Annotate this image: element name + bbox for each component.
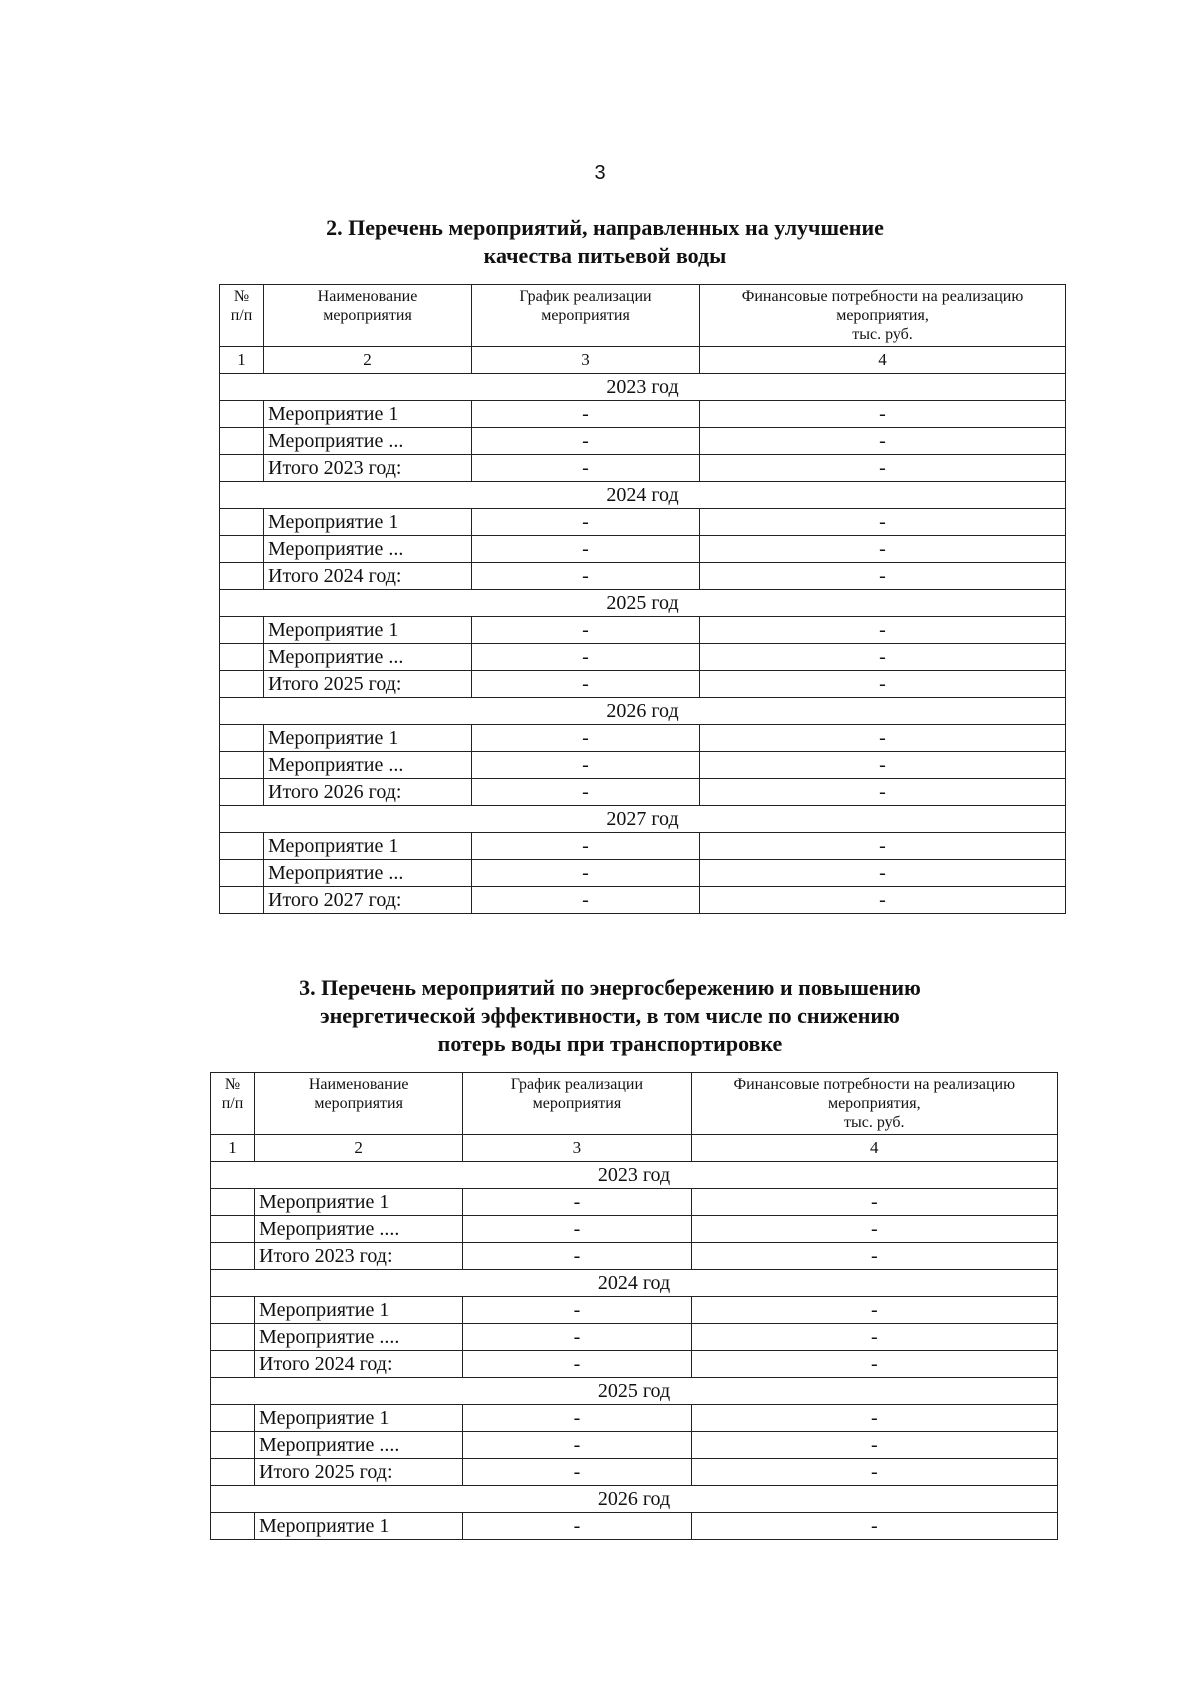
section-2-title-line: 2. Перечень мероприятий, направленных на улучшение	[326, 215, 884, 240]
finance-value: -	[691, 1351, 1057, 1378]
finance-value: -	[700, 833, 1066, 860]
column-number: 2	[255, 1135, 463, 1162]
column-number-row	[211, 1135, 1058, 1162]
table-row	[211, 1459, 1058, 1486]
column-header-num	[220, 285, 264, 347]
table-row	[220, 428, 1066, 455]
row-number-cell	[220, 428, 264, 455]
column-header-line: п/п	[230, 307, 253, 324]
schedule-value: -	[472, 887, 700, 914]
finance-value: -	[691, 1432, 1057, 1459]
table-row	[211, 1297, 1058, 1324]
column-header-line: мероприятия,	[827, 1095, 921, 1112]
table-row	[220, 833, 1066, 860]
finance-value: -	[691, 1243, 1057, 1270]
activity-name: Мероприятие 1	[264, 401, 472, 428]
table-row	[220, 644, 1066, 671]
year-row	[211, 1378, 1058, 1405]
column-header-name	[264, 285, 472, 347]
column-header-line: Финансовые потребности на реализацию	[733, 1076, 1016, 1093]
finance-value: -	[700, 536, 1066, 563]
activity-name: Мероприятие 1	[264, 509, 472, 536]
column-number: 4	[700, 347, 1066, 374]
row-number-cell	[220, 887, 264, 914]
table-row	[220, 779, 1066, 806]
finance-value: -	[700, 725, 1066, 752]
activity-name: Мероприятие ....	[255, 1216, 463, 1243]
column-number-row	[220, 347, 1066, 374]
activity-name: Мероприятие ...	[264, 752, 472, 779]
column-header-line: График реализации	[519, 288, 652, 305]
year-label: 2025 год	[220, 590, 1066, 617]
section-2-title-line: качества питьевой воды	[483, 243, 727, 268]
row-number-cell	[211, 1432, 255, 1459]
schedule-value: -	[472, 833, 700, 860]
column-number: 3	[463, 1135, 691, 1162]
activity-name: Итого 2027 год:	[264, 887, 472, 914]
year-label: 2024 год	[220, 482, 1066, 509]
table-row	[211, 1216, 1058, 1243]
schedule-value: -	[472, 617, 700, 644]
year-row	[220, 806, 1066, 833]
schedule-value: -	[463, 1432, 691, 1459]
activity-name: Итого 2023 год:	[264, 455, 472, 482]
table-row	[211, 1405, 1058, 1432]
section-2-title	[155, 214, 1055, 270]
table-row	[211, 1432, 1058, 1459]
column-header-line: тыс. руб.	[843, 1114, 905, 1131]
year-row	[220, 374, 1066, 401]
activity-name: Итого 2025 год:	[264, 671, 472, 698]
row-number-cell	[220, 833, 264, 860]
schedule-value: -	[463, 1243, 691, 1270]
section-2-table	[219, 284, 1066, 914]
column-header-line: мероприятия,	[836, 307, 929, 324]
finance-value: -	[691, 1297, 1057, 1324]
activity-name: Мероприятие 1	[264, 617, 472, 644]
table-row	[220, 509, 1066, 536]
table-row	[220, 725, 1066, 752]
activity-name: Мероприятие ...	[264, 644, 472, 671]
table-row	[211, 1513, 1058, 1540]
column-header-name	[255, 1073, 463, 1135]
schedule-value: -	[463, 1189, 691, 1216]
finance-value: -	[700, 671, 1066, 698]
page-number: 3	[594, 162, 606, 184]
schedule-value: -	[472, 860, 700, 887]
column-header-line: Наименование	[317, 288, 418, 305]
finance-value: -	[700, 644, 1066, 671]
column-header-line: мероприятия	[532, 1095, 622, 1112]
finance-value: -	[691, 1216, 1057, 1243]
finance-value: -	[691, 1513, 1057, 1540]
year-row	[211, 1270, 1058, 1297]
finance-value: -	[691, 1405, 1057, 1432]
activity-name: Мероприятие 1	[255, 1297, 463, 1324]
schedule-value: -	[472, 725, 700, 752]
column-header-line: п/п	[221, 1095, 244, 1112]
schedule-value: -	[463, 1459, 691, 1486]
schedule-value: -	[472, 671, 700, 698]
row-number-cell	[211, 1324, 255, 1351]
row-number-cell	[220, 617, 264, 644]
finance-value: -	[700, 509, 1066, 536]
row-number-cell	[211, 1189, 255, 1216]
schedule-value: -	[472, 536, 700, 563]
table-row	[211, 1324, 1058, 1351]
schedule-value: -	[472, 428, 700, 455]
column-number: 1	[211, 1135, 255, 1162]
row-number-cell	[220, 536, 264, 563]
column-number: 2	[264, 347, 472, 374]
table-row	[211, 1243, 1058, 1270]
year-row	[220, 590, 1066, 617]
finance-value: -	[691, 1324, 1057, 1351]
activity-name: Мероприятие 1	[264, 725, 472, 752]
row-number-cell	[220, 752, 264, 779]
year-label: 2026 год	[211, 1486, 1058, 1513]
year-row	[211, 1486, 1058, 1513]
row-number-cell	[220, 644, 264, 671]
column-header-schedule	[463, 1073, 691, 1135]
table-row	[220, 617, 1066, 644]
finance-value: -	[700, 428, 1066, 455]
column-header-line: мероприятия	[314, 1095, 403, 1112]
column-header-line: тыс. руб.	[852, 326, 913, 343]
activity-name: Мероприятие 1	[255, 1513, 463, 1540]
header-row	[220, 285, 1066, 347]
finance-value: -	[700, 860, 1066, 887]
finance-value: -	[700, 563, 1066, 590]
finance-value: -	[691, 1189, 1057, 1216]
activity-name: Итого 2026 год:	[264, 779, 472, 806]
schedule-value: -	[472, 401, 700, 428]
schedule-value: -	[463, 1351, 691, 1378]
row-number-cell	[211, 1297, 255, 1324]
row-number-cell	[220, 401, 264, 428]
section-3-title-line: потерь воды при транспортировке	[437, 1031, 783, 1056]
finance-value: -	[700, 752, 1066, 779]
activity-name: Итого 2023 год:	[255, 1243, 463, 1270]
schedule-value: -	[472, 509, 700, 536]
header-row	[211, 1073, 1058, 1135]
column-header-line: №	[224, 1076, 241, 1093]
year-label: 2026 год	[220, 698, 1066, 725]
year-label: 2023 год	[220, 374, 1066, 401]
schedule-value: -	[472, 644, 700, 671]
column-header-line: мероприятия	[323, 307, 412, 324]
column-header-schedule	[472, 285, 700, 347]
table-row	[220, 455, 1066, 482]
section-3-title	[160, 974, 1060, 1058]
column-header-line: Наименование	[308, 1076, 409, 1093]
year-row	[211, 1162, 1058, 1189]
schedule-value: -	[472, 455, 700, 482]
year-row	[220, 698, 1066, 725]
column-number: 3	[472, 347, 700, 374]
schedule-value: -	[463, 1405, 691, 1432]
column-header-num	[211, 1073, 255, 1135]
table-row	[220, 401, 1066, 428]
row-number-cell	[220, 671, 264, 698]
activity-name: Итого 2025 год:	[255, 1459, 463, 1486]
activity-name: Мероприятие ...	[264, 536, 472, 563]
activity-name: Мероприятие ...	[264, 860, 472, 887]
column-header-line: мероприятия	[541, 307, 630, 324]
table-row	[220, 752, 1066, 779]
activity-name: Мероприятие 1	[255, 1189, 463, 1216]
activity-name: Мероприятие 1	[264, 833, 472, 860]
table-row	[220, 860, 1066, 887]
activity-name: Мероприятие ....	[255, 1324, 463, 1351]
schedule-value: -	[472, 752, 700, 779]
finance-value: -	[700, 617, 1066, 644]
year-label: 2027 год	[220, 806, 1066, 833]
column-header-line: Финансовые потребности на реализацию	[741, 288, 1024, 305]
finance-value: -	[700, 401, 1066, 428]
section-3-title-line: энергетической эффективности, в том числе по снижению	[320, 1003, 900, 1028]
row-number-cell	[211, 1216, 255, 1243]
schedule-value: -	[472, 563, 700, 590]
section-3-table	[210, 1072, 1058, 1540]
row-number-cell	[211, 1513, 255, 1540]
year-label: 2025 год	[211, 1378, 1058, 1405]
year-row	[220, 482, 1066, 509]
table-row	[220, 671, 1066, 698]
row-number-cell	[211, 1351, 255, 1378]
finance-value: -	[700, 887, 1066, 914]
table-row	[220, 887, 1066, 914]
finance-value: -	[691, 1459, 1057, 1486]
table-row	[211, 1189, 1058, 1216]
row-number-cell	[220, 563, 264, 590]
year-label: 2023 год	[211, 1162, 1058, 1189]
table-row	[211, 1351, 1058, 1378]
schedule-value: -	[463, 1513, 691, 1540]
column-header-finance	[691, 1073, 1057, 1135]
row-number-cell	[211, 1459, 255, 1486]
table-row	[220, 536, 1066, 563]
row-number-cell	[220, 725, 264, 752]
row-number-cell	[220, 509, 264, 536]
activity-name: Итого 2024 год:	[255, 1351, 463, 1378]
row-number-cell	[220, 779, 264, 806]
schedule-value: -	[463, 1324, 691, 1351]
schedule-value: -	[463, 1297, 691, 1324]
activity-name: Мероприятие 1	[255, 1405, 463, 1432]
table-row	[220, 563, 1066, 590]
schedule-value: -	[472, 779, 700, 806]
activity-name: Мероприятие ...	[264, 428, 472, 455]
activity-name: Мероприятие ....	[255, 1432, 463, 1459]
row-number-cell	[211, 1243, 255, 1270]
year-label: 2024 год	[211, 1270, 1058, 1297]
schedule-value: -	[463, 1216, 691, 1243]
finance-value: -	[700, 455, 1066, 482]
section-3-title-line: 3. Перечень мероприятий по энергосбережению и повышению	[299, 975, 921, 1000]
finance-value: -	[700, 779, 1066, 806]
column-header-line: №	[233, 288, 250, 305]
activity-name: Итого 2024 год:	[264, 563, 472, 590]
column-header-line: График реализации	[510, 1076, 644, 1093]
column-header-finance	[700, 285, 1066, 347]
column-number: 1	[220, 347, 264, 374]
column-number: 4	[691, 1135, 1057, 1162]
row-number-cell	[211, 1405, 255, 1432]
row-number-cell	[220, 455, 264, 482]
row-number-cell	[220, 860, 264, 887]
